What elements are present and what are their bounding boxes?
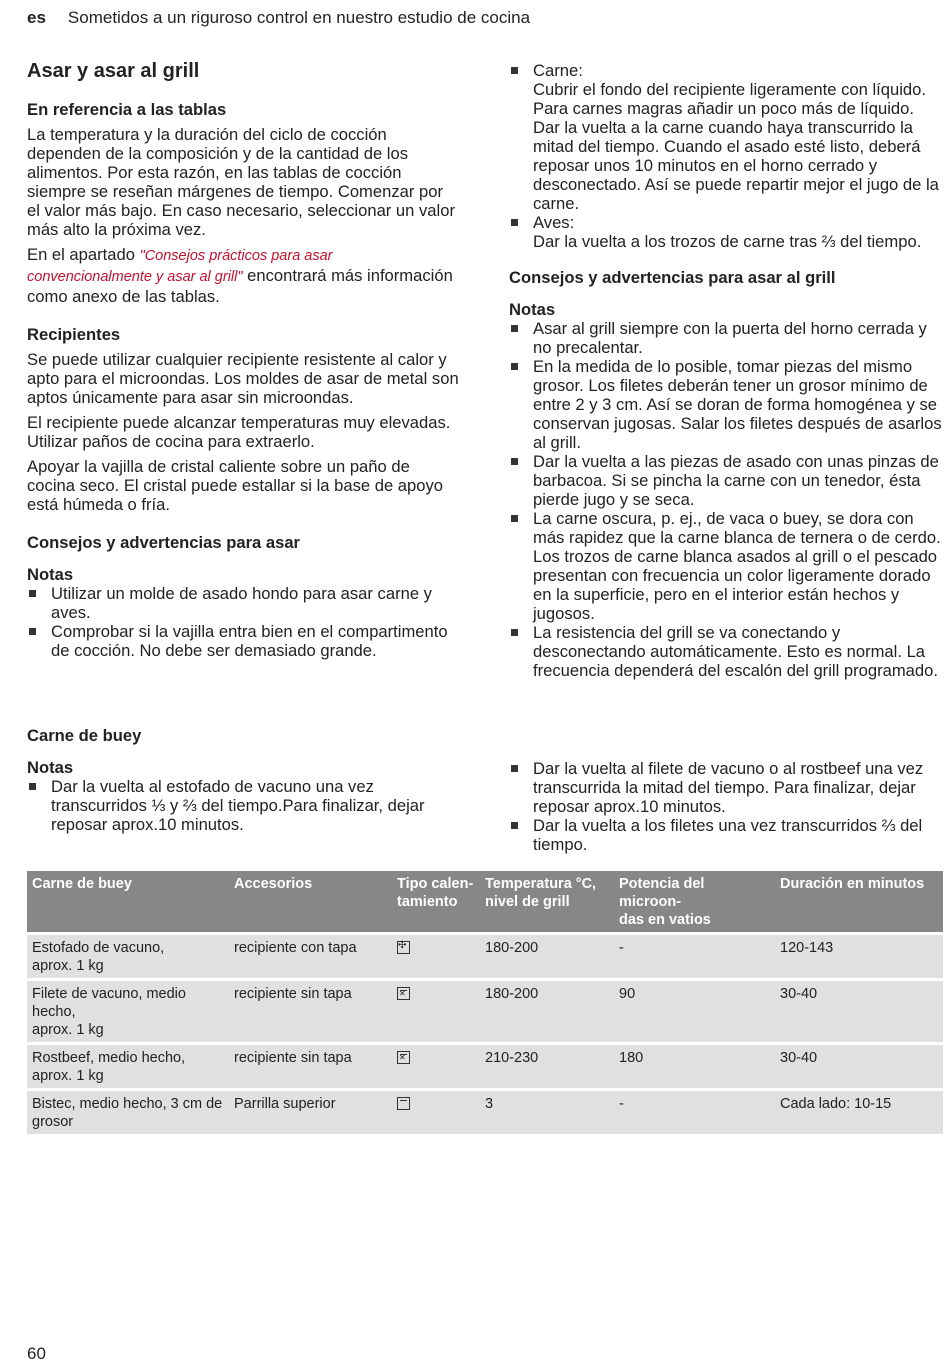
ref-p2-pre: En el apartado bbox=[27, 245, 140, 264]
right-column bbox=[509, 61, 943, 680]
list-item bbox=[509, 61, 943, 213]
cross-reference-link[interactable]: "Consejos prácticos para asar convencionalmente y asar al grill" bbox=[27, 248, 333, 285]
section-title: Asar y asar al grill bbox=[27, 60, 200, 82]
fan-heating-icon bbox=[397, 941, 410, 954]
col-header-duration: Duración en minutos bbox=[775, 871, 943, 934]
recipientes-heading: Recipientes bbox=[27, 325, 121, 344]
cell-item: Filete de vacuno, medio hecho, aprox. 1 kg bbox=[27, 980, 229, 1044]
consejos-list bbox=[27, 584, 459, 660]
cell-item: Rostbeef, medio hecho, aprox. 1 kg bbox=[27, 1044, 229, 1090]
recipientes-paragraph-1: Se puede utilizar cualquier recipiente resistente al calor y apto para el microondas. Los moldes de asar de metal son aptos únicamente para asar sin microondas. bbox=[27, 350, 459, 407]
list-item: Comprobar si la vajilla entra bien en el compartimento de cocción. No debe ser demasiado grande. bbox=[27, 622, 459, 660]
col-header-temperature: Temperatura °C, nivel de grill bbox=[480, 871, 614, 934]
cell-power: - bbox=[614, 934, 775, 980]
col-header-power: Potencia del microon- das en vatios bbox=[614, 871, 775, 934]
cell-power: - bbox=[614, 1090, 775, 1135]
col-header-accessories: Accesorios bbox=[229, 871, 392, 934]
cell-temperature: 180-200 bbox=[480, 934, 614, 980]
table-row bbox=[27, 980, 943, 1044]
page-header bbox=[27, 8, 530, 28]
recipientes-paragraph-2: El recipiente puede alcanzar temperaturas muy elevadas. Utilizar paños de cocina para extraerlo. bbox=[27, 413, 451, 451]
grill-notes-label: Notas bbox=[509, 300, 556, 319]
list-item: La resistencia del grill se va conectando y desconectando automáticamente. Esto es normal. La frecuencia dependerá del escalón del grill programado. bbox=[509, 623, 943, 680]
list-item: Dar la vuelta al filete de vacuno o al rostbeef una vez transcurrida la mitad del tiempo. Para finalizar, dejar reposar aprox.10 minutos. bbox=[509, 759, 943, 816]
beef-heading: Carne de buey bbox=[27, 726, 142, 745]
cell-duration: 120-143 bbox=[775, 934, 943, 980]
item-label: Carne: bbox=[533, 61, 583, 80]
table-row bbox=[27, 1090, 943, 1135]
ref-p2-post: encontrará más información como anexo de las tablas. bbox=[27, 266, 453, 306]
cooking-table bbox=[27, 871, 943, 1134]
combi-grill-icon bbox=[397, 987, 410, 1000]
cell-accessory: recipiente con tapa bbox=[229, 934, 392, 980]
ref-paragraph-1: La temperatura y la duración del ciclo de cocción dependen de la composición y de la cantidad de los alimentos. Por esta razón, en las tablas de cocción siempre se reseñan márgenes de tiempo. Comenzar por el valor más bajo. En caso necesario, seleccionar un valor más alto la próxima vez. bbox=[27, 125, 455, 239]
item-label: Aves: bbox=[533, 213, 575, 232]
left-column bbox=[27, 58, 459, 660]
cell-item: Estofado de vacuno, aprox. 1 kg bbox=[27, 934, 229, 980]
header-title: Sometidos a un riguroso control en nuestro estudio de cocina bbox=[67, 8, 531, 27]
roast-list bbox=[509, 61, 943, 251]
cell-accessory: Parrilla superior bbox=[229, 1090, 392, 1135]
item-text: Cubrir el fondo del recipiente ligeramente con líquido. Para carnes magras añadir un poco más de líquido. Dar la vuelta a la carne cuando haya transcurrido la mitad del tiempo. Cuando el asado esté listo, deberá reposar unos 10 minutos en el horno cerrado y desconectado. Así se puede repartir mejor el jugo de la carne. bbox=[533, 80, 939, 213]
beef-right-list bbox=[509, 759, 943, 854]
page-number: 60 bbox=[27, 1344, 46, 1363]
col-header-heating: Tipo calen- tamiento bbox=[392, 871, 480, 934]
cell-temperature: 180-200 bbox=[480, 980, 614, 1044]
list-item: Dar la vuelta al estofado de vacuno una vez transcurridos ⅓ y ⅔ del tiempo.Para finalizar, dejar reposar aprox.10 minutos. bbox=[27, 777, 459, 834]
cell-power: 90 bbox=[614, 980, 775, 1044]
beef-notes-right bbox=[509, 759, 943, 854]
combi-grill-icon bbox=[397, 1051, 410, 1064]
list-item: Dar la vuelta a los filetes una vez transcurridos ⅔ del tiempo. bbox=[509, 816, 943, 854]
ref-heading: En referencia a las tablas bbox=[27, 100, 227, 119]
cell-temperature: 3 bbox=[480, 1090, 614, 1135]
consejos-heading: Consejos y advertencias para asar bbox=[27, 533, 301, 552]
cell-temperature: 210-230 bbox=[480, 1044, 614, 1090]
table-row bbox=[27, 1044, 943, 1090]
cell-accessory: recipiente sin tapa bbox=[229, 1044, 392, 1090]
grill-list bbox=[509, 319, 943, 680]
grill-icon bbox=[397, 1097, 410, 1110]
beef-left-list bbox=[27, 777, 459, 834]
table-row bbox=[27, 934, 943, 980]
ref-paragraph-2 bbox=[27, 245, 459, 306]
cell-item: Bistec, medio hecho, 3 cm de grosor bbox=[27, 1090, 229, 1135]
grill-heading: Consejos y advertencias para asar al grill bbox=[509, 268, 836, 287]
item-text: Dar la vuelta a los trozos de carne tras ⅔ del tiempo. bbox=[533, 232, 922, 251]
cell-accessory: recipiente sin tapa bbox=[229, 980, 392, 1044]
table-header-row bbox=[27, 871, 943, 934]
col-header-meat: Carne de buey bbox=[27, 871, 229, 934]
language-tag: es bbox=[27, 8, 46, 27]
cell-power: 180 bbox=[614, 1044, 775, 1090]
cell-duration: Cada lado: 10-15 bbox=[775, 1090, 943, 1135]
list-item: Dar la vuelta a las piezas de asado con unas pinzas de barbacoa. Si se pincha la carne con un tenedor, ésta pierde jugo y se seca. bbox=[509, 452, 943, 509]
list-item: Asar al grill siempre con la puerta del horno cerrada y no precalentar. bbox=[509, 319, 943, 357]
cell-duration: 30-40 bbox=[775, 980, 943, 1044]
consejos-notes-label: Notas bbox=[27, 565, 74, 584]
cell-duration: 30-40 bbox=[775, 1044, 943, 1090]
list-item: Utilizar un molde de asado hondo para asar carne y aves. bbox=[27, 584, 459, 622]
beef-notes-left bbox=[27, 726, 459, 834]
list-item bbox=[509, 213, 943, 251]
recipientes-paragraph-3: Apoyar la vajilla de cristal caliente sobre un paño de cocina seco. El cristal puede estallar si la base de apoyo está húmeda o fría. bbox=[27, 457, 444, 514]
beef-notes-label: Notas bbox=[27, 758, 74, 777]
list-item: La carne oscura, p. ej., de vaca o buey, se dora con más rapidez que la carne blanca de ternera o de cerdo. Los trozos de carne blanca asados al grill o el pescado presentan con frecuencia un color ligeramente dorado en la superficie, pero en el interior están hechos y jugosos. bbox=[509, 509, 943, 623]
list-item: En la medida de lo posible, tomar piezas del mismo grosor. Los filetes deberán tener un grosor mínimo de entre 2 y 3 cm. Así se doran de forma homogénea y se conservan jugosas. Salar los filetes después de asarlos al grill. bbox=[509, 357, 943, 452]
